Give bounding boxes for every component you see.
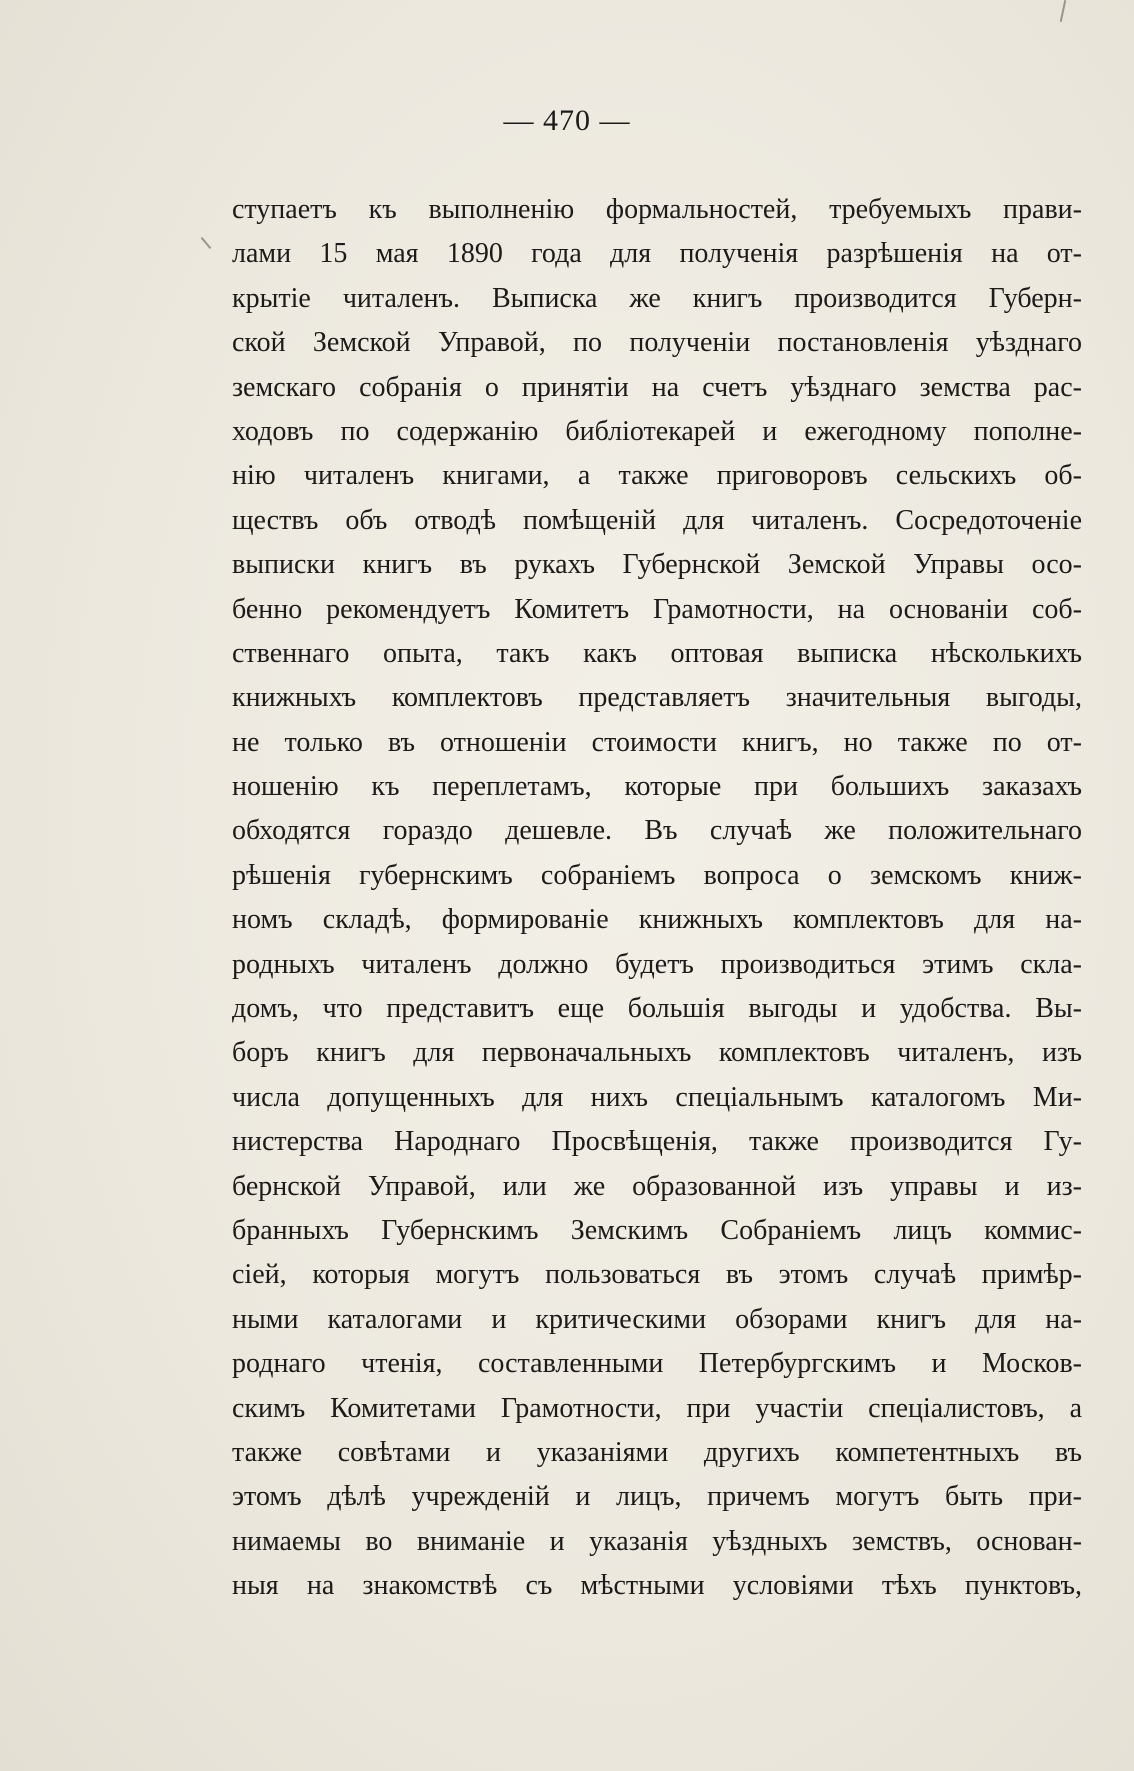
- text-line: ными каталогами и критическими обзорами книгъ для на-: [232, 1303, 1082, 1335]
- text-line: родныхъ читаленъ должно будетъ производиться этимъ скла-: [232, 948, 1082, 980]
- text-line: ныя на знакомствѣ съ мѣстными условіями тѣхъ пунктовъ,: [232, 1570, 1082, 1602]
- corner-mark: [1060, 0, 1067, 22]
- text-line: рѣшенія губернскимъ собраніемъ вопроса о земскомъ книж-: [232, 859, 1082, 891]
- text-line: числа допущенныхъ для нихъ спеціальнымъ каталогомъ Ми-: [232, 1081, 1082, 1113]
- text-line: ской Земской Управой, по полученіи постановленія уѣзднаго: [232, 327, 1082, 359]
- margin-mark: [201, 237, 212, 249]
- text-line: бранныхъ Губернскимъ Земскимъ Собраніемъ лицъ коммис-: [232, 1214, 1082, 1246]
- text-line: бернской Управой, или же образованной изъ управы и из-: [232, 1170, 1082, 1202]
- text-line: лами 15 мая 1890 года для полученія разрѣшенія на от-: [232, 238, 1082, 270]
- text-line: земскаго собранія о принятіи на счетъ уѣзднаго земства рас-: [232, 371, 1082, 403]
- body-text: [232, 188, 1082, 1609]
- text-line: скимъ Комитетами Грамотности, при участіи спеціалистовъ, а: [232, 1392, 1082, 1424]
- text-line: номъ складѣ, формированіе книжныхъ комплектовъ для на-: [232, 904, 1082, 936]
- text-line: выписки книгъ въ рукахъ Губернской Земской Управы осо-: [232, 549, 1082, 581]
- text-line: ственнаго опыта, такъ какъ оптовая выписка нѣсколькихъ: [232, 637, 1082, 669]
- text-line: этомъ дѣлѣ учрежденій и лицъ, причемъ могутъ быть при-: [232, 1481, 1082, 1513]
- text-line: ществъ объ отводѣ помѣщеній для читаленъ. Сосредоточеніе: [232, 504, 1082, 536]
- text-line: сіей, которыя могутъ пользоваться въ этомъ случаѣ примѣр-: [232, 1259, 1082, 1291]
- text-line: боръ книгъ для первоначальныхъ комплектовъ читаленъ, изъ: [232, 1037, 1082, 1069]
- text-line: ношенію къ переплетамъ, которые при большихъ заказахъ: [232, 771, 1082, 803]
- text-line: ходовъ по содержанію библіотекарей и ежегодному пополне-: [232, 415, 1082, 447]
- text-line: бенно рекомендуетъ Комитетъ Грамотности, на основаніи соб-: [232, 593, 1082, 625]
- text-line: книжныхъ комплектовъ представляетъ значительныя выгоды,: [232, 682, 1082, 714]
- text-line: не только въ отношеніи стоимости книгъ, но также по от-: [232, 726, 1082, 758]
- text-line: обходятся гораздо дешевле. Въ случаѣ же положительнаго: [232, 815, 1082, 847]
- text-line: ступаетъ къ выполненію формальностей, требуемыхъ прави-: [232, 194, 1082, 225]
- text-line: роднаго чтенія, составленными Петербургскимъ и Москов-: [232, 1348, 1082, 1380]
- page-number: — 470 —: [503, 104, 631, 137]
- text-line: нимаемы во вниманіе и указанія уѣздныхъ земствъ, основан-: [232, 1525, 1082, 1557]
- text-line: нистерства Народнаго Просвѣщенія, также производится Гу-: [232, 1126, 1082, 1158]
- text-line: нію читаленъ книгами, а также приговоровъ сельскихъ об-: [232, 460, 1082, 492]
- text-line: домъ, что представитъ еще большія выгоды и удобства. Вы-: [232, 993, 1082, 1025]
- text-line: также совѣтами и указаніями другихъ компетентныхъ въ: [232, 1436, 1082, 1468]
- text-line: крытіе читаленъ. Выписка же книгъ производится Губерн-: [232, 282, 1082, 314]
